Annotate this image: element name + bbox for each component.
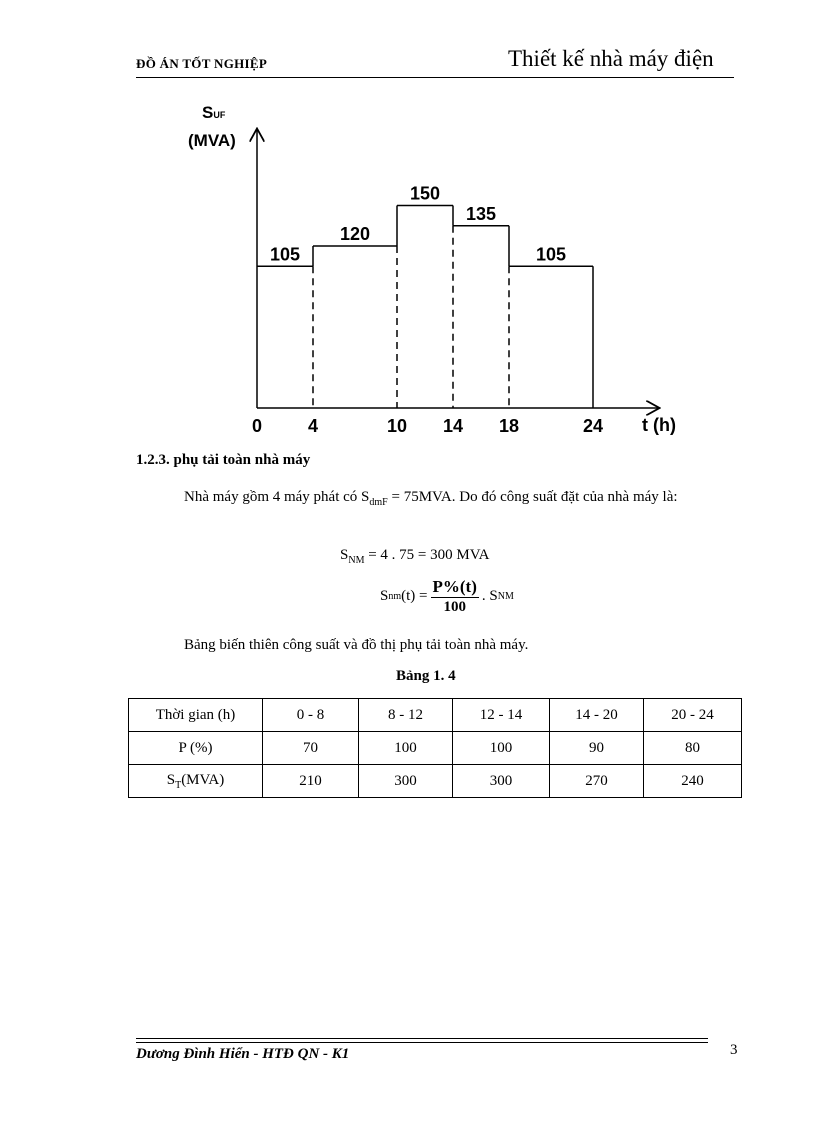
- section-title: 1.2.3. phụ tải toàn nhà máy: [136, 452, 311, 468]
- table-cell: 80: [644, 732, 742, 765]
- x-tick-label: 0: [251, 416, 263, 436]
- x-tick-label: 4: [307, 416, 319, 436]
- table-cell: 240: [644, 765, 742, 798]
- body-paragraph: Nhà máy gồm 4 máy phát có $S_{dmF} = 75MVA$. Do đó công suất đặt của nhà máy là:: [184, 489, 678, 508]
- table-cell: 270: [550, 765, 644, 798]
- footer-divider: [136, 1042, 708, 1043]
- footer-divider: [136, 1038, 708, 1039]
- equation-load-formula: S nm (t) = $\frac{P\%(t)}{100}$ . S NM: [380, 577, 514, 615]
- table-cell: P (%): [129, 732, 263, 765]
- table-cell: 300: [453, 765, 550, 798]
- header-left-title: ĐỒ ÁN TỐT NGHIỆP: [136, 56, 268, 71]
- header-divider: [136, 77, 734, 78]
- data-label: 105: [535, 244, 567, 265]
- x-tick-label: 24: [582, 416, 604, 436]
- table-row: [129, 699, 742, 732]
- table-cell: 14 - 20: [550, 699, 644, 732]
- table-title: Bảng 1. 4: [396, 668, 456, 684]
- table-cell: 0 - 8: [263, 699, 359, 732]
- page-number: 3: [730, 1042, 738, 1058]
- table-cell: 8 - 12: [359, 699, 453, 732]
- table-cell: 90: [550, 732, 644, 765]
- table-row: [129, 732, 742, 765]
- data-label: 150: [409, 183, 441, 204]
- table-cell: 210: [263, 765, 359, 798]
- table-cell: $S_T(MVA)$: [129, 765, 263, 798]
- footer-author: Dương Đình Hiển - HTĐ QN - K1: [136, 1046, 350, 1062]
- table-caption: Bảng biến thiên công suất và đồ thị phụ tải toàn nhà máy.: [184, 637, 529, 653]
- load-table: [128, 698, 742, 798]
- table-cell: 100: [359, 732, 453, 765]
- table-row: [129, 765, 742, 798]
- x-tick-label: 18: [498, 416, 520, 436]
- table-cell: 20 - 24: [644, 699, 742, 732]
- data-label: 135: [465, 203, 497, 224]
- x-tick-label: 14: [442, 416, 464, 436]
- header-right-title: Thiết kế nhà máy điện: [508, 46, 714, 71]
- table-cell: 70: [263, 732, 359, 765]
- fraction: [431, 577, 479, 616]
- x-axis-label: t (h): [642, 415, 676, 435]
- data-label: 105: [269, 244, 301, 265]
- data-label: 120: [339, 224, 371, 244]
- table-cell: 300: [359, 765, 453, 798]
- table-cell: 100: [453, 732, 550, 765]
- fraction-numerator: P%(t): [432, 577, 477, 596]
- y-axis-label: SUF: [202, 103, 226, 122]
- y-axis-unit: (MVA): [188, 131, 236, 150]
- fraction-denominator: 100: [443, 599, 466, 615]
- table-cell: Thời gian (h): [129, 699, 263, 732]
- table-cell: 12 - 14: [453, 699, 550, 732]
- x-tick-label: 10: [386, 416, 408, 436]
- equation-installed-capacity: $S_{NM} = 4$ . 75 = 300 MVA: [340, 547, 490, 566]
- load-chart: [180, 96, 700, 446]
